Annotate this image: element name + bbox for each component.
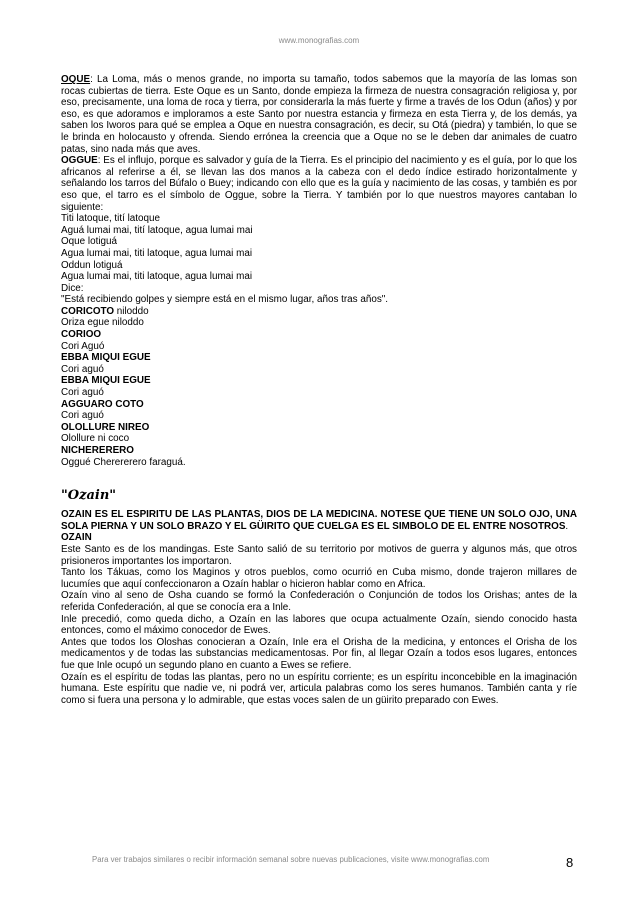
- ozain-paragraph: Ozaín es el espíritu de todas las plantas, pero no un espíritu corriente; es un espíritu inconcebible en la imaginación humana. Este espíritu que nadie ve, ni podrá ver, articula palabras como los seres humanos. También canta y ríe como si fuera una persona y lo admirable, que estas voces salen de un güirito preparado con Ewes.: [61, 671, 577, 706]
- cori-aguo-line: Cori Aguó: [61, 340, 105, 352]
- oggue-title: OGGUE: [61, 155, 98, 167]
- ozain-subtitle: OZAIN: [61, 532, 92, 544]
- corioo-title: CORIOO: [61, 329, 102, 341]
- footer-text: Para ver trabajos similares o recibir información semanal sobre nuevas publicaciones, visite www.monografias.com: [92, 855, 490, 864]
- ozain-paragraph: Inle precedió, como queda dicho, a Ozaín en las labores que ocupa actualmente Ozaín, siendo conocido hasta entonces, como el máximo conocedor de Ewes.: [61, 613, 577, 637]
- aguaro-title: AGGUARO COTO: [61, 398, 144, 410]
- coricoto-text: niloddo: [114, 305, 149, 317]
- page-number: 8: [566, 855, 574, 870]
- oggue-paragraph: [61, 155, 577, 213]
- chant-line: Titi latoque, tití latoque: [61, 213, 160, 225]
- oggue-text: : Es el influjo, porque es salvador y guía de la Tierra. Es el principio del nacimiento y es el guía, por lo que los africanos al referirse a él, se llevan las dos manos a la cabeza con el dedo índice estirado horizontalmente y señalando los tarros del Búfalo o Buey; indicando con ello que es la guía y nacimiento de las cosas, y también es por eso que, el tarro es el símbolo de Oggue, sobre la Tierra. Y también por lo que nuestros mayores cantaban lo siguiente:: [61, 155, 577, 213]
- chant-line: Dice:: [61, 282, 84, 294]
- ozain-heading: "Ozain": [61, 488, 117, 504]
- header-url: www.monografias.com: [278, 36, 360, 45]
- chant-line: Aguá lumai mai, tití latoque, agua lumai mai: [61, 224, 253, 236]
- oque-text: : La Loma, más o menos grande, no importa su tamaño, todos sabemos que la mayoría de las lomas son rocas cubiertas de tierra. Este Oque es un Santo, donde empieza la firmeza de nuestra consagración religiosa y, por eso, precisamente, una loma de roca y tierra, por considerarla la más fuerte y firme a través de los Odun (años) y por eso, es que adoramos e imploramos a este Santo por nuestra estancia y firmeza en esta Tierra y, de los demás, ya saben los Iworos para qué se emplea a Oque en nuestra consagración, es decir, su Otá (piedra) y también, lo que se le brinda en holocausto y ofrenda. Siendo errónea la creencia que a Oque no se le deben dar animales de cuatro patas, sino nada más que aves.: [61, 74, 577, 155]
- oque-paragraph: [61, 74, 577, 155]
- cori-aguo-line: Cori aguó: [61, 387, 104, 399]
- chant-line: Oque lotiguá: [61, 236, 118, 248]
- coricoto-title: CORICOTO: [61, 305, 115, 317]
- cori-aguo-line: Cori aguó: [61, 410, 104, 422]
- ololl-text: Olollure ni coco: [61, 433, 130, 445]
- ozain-paragraph: Este Santo es de los mandingas. Este Santo salió de su territorio por motivos de guerra y algunos más, que otros prisioneros importantes los importaron.: [61, 543, 577, 567]
- ozain-paragraph: Ozaín vino al seno de Osha cuando se formó la Confederación o Conjunción de todos los Orishas; antes de la referida Confederación, al que se conocía era a Inle.: [61, 590, 577, 613]
- cori-aguo-line: Cori aguó: [61, 363, 104, 375]
- oriza-line: Oriza egue niloddo: [61, 317, 144, 329]
- document-body: [61, 74, 577, 706]
- coricoto-line: [61, 306, 577, 318]
- ozain-paragraph: Tanto los Tákuas, como los Maginos y otros pueblos, como ocurrió en Cuba mismo, donde trajeron millares de lucumíes que aquí confeccionaron a Ozaín hablar o hicieron hablar como en Africa.: [61, 567, 577, 590]
- ebba-title: EBBA MIQUI EGUE: [61, 375, 151, 387]
- chant-line: Oddun lotiguá: [61, 259, 123, 271]
- oggue-chere-line: Oggué Cherererero faraguá.: [61, 456, 186, 468]
- chant-line: Agua lumai mai, titi latoque, agua lumai mai: [61, 271, 253, 283]
- ozain-intro-bold: OZAIN ES EL ESPIRITU DE LAS PLANTAS, DIOS DE LA MEDICINA. NOTESE QUE TIENE UN SOLO OJO, UNA SOLA PIERNA Y UN SOLO BRAZO Y EL GÜIRITO QUE CUELGA ES EL SIMBOLO DE EL ENTRE NOSOTROS: [61, 509, 577, 532]
- ozain-paragraph: Antes que todos los Oloshas conocieran a Ozaín, Inle era el Orisha de la medicina, y entonces el Orisha de los medicamentos y de todas las substancias medicamentosas. Por fin, al llegar Ozaín a todos esos lugares, entonces fue que Inle ocupó un segundo plano en cuanto a Ewes se refiere.: [61, 636, 577, 671]
- ozain-intro-dot: .: [565, 520, 569, 532]
- ololl-title: OLOLLURE NIREO: [61, 421, 150, 433]
- nicherere-title: NICHERERERO: [61, 445, 134, 456]
- ozain-intro: [61, 509, 577, 532]
- ebba-title: EBBA MIQUI EGUE: [61, 352, 151, 364]
- oque-title: OQUE: [61, 74, 91, 85]
- chant-line: "Está recibiendo golpes y siempre está en el mismo lugar, años tras años".: [61, 294, 389, 306]
- chant-line: Agua lumai mai, titi latoque, agua lumai mai: [61, 247, 253, 259]
